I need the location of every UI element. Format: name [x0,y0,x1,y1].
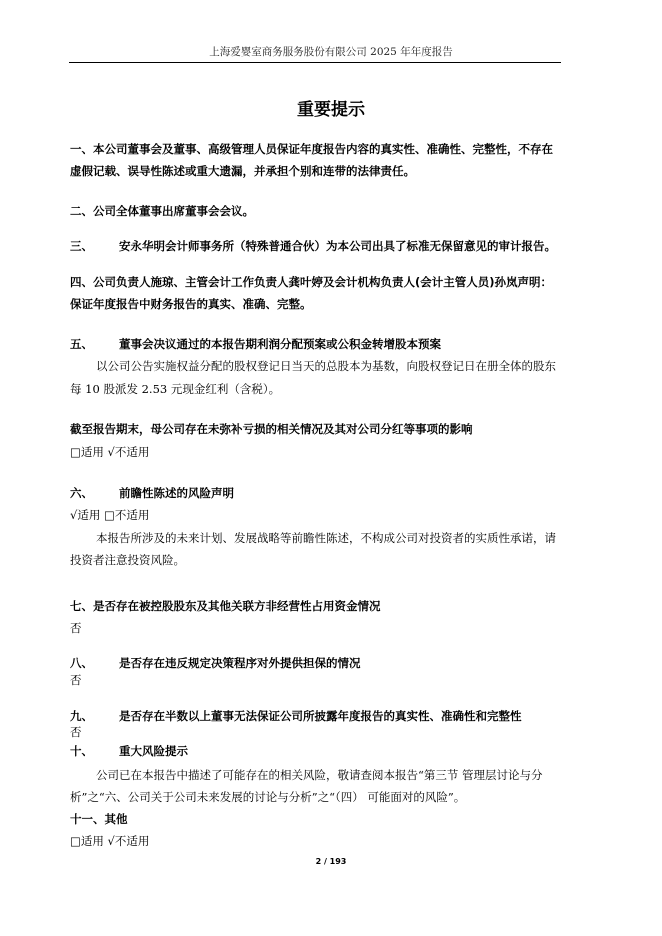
section-10-para-line-1: 公司已在本报告中描述了可能存在的相关风险，敬请查阅本报告“第三节 管理层讨论与分 [96,768,543,782]
section-3-text: 安永华明会计师事务所（特殊普通合伙）为本公司出具了标准无保留意见的审计报告。 [119,239,556,253]
section-6-text: 前瞻性陈述的风险声明 [119,486,234,500]
page-number: 2 / 193 [315,857,347,866]
section-5b-heading: 截至报告期末，母公司存在未弥补亏损的相关情况及其对公司分红等事项的影响 [70,422,473,436]
section-9-number: 九、 [70,709,93,723]
section-7-heading: 七、是否存在被控股股东及其他关联方非经营性占用资金情况 [70,599,381,613]
section-3 [70,235,563,258]
section-10-heading [70,740,563,763]
section-1-line-2: 虚假记载、误导性陈述或重大遗漏，并承担个别和连带的法律责任。 [70,164,415,178]
section-10-para-line-2: 析”之“六、公司关于公司未来发展的讨论与分析”之“（四） 可能面对的风险”。 [70,790,466,804]
section-2: 二、公司全体董事出席董事会会议。 [70,204,254,218]
section-10-number: 十、 [70,744,93,758]
section-8-text: 是否存在违反规定决策程序对外提供担保的情况 [119,656,361,670]
section-5-text: 董事会决议通过的本报告期利润分配预案或公积金转增股本预案 [119,337,441,351]
page-title: 重要提示 [297,100,365,120]
section-9-text: 是否存在半数以上董事无法保证公司所披露年度报告的真实性、准确性和完整性 [119,709,522,723]
section-11-heading: 十一、其他 [70,812,128,826]
section-4-line-1: 四、公司负责人施琼、主管会计工作负责人龚叶婷及会计机构负责人(会计主管人员)孙岚声明： [70,275,553,289]
section-1-line-1: 一、本公司董事会及董事、高级管理人员保证年度报告内容的真实性、准确性、完整性，不存在 [70,142,553,156]
header-rule [69,62,561,63]
section-5-heading [70,333,563,356]
section-6-heading [70,482,563,505]
section-4-line-2: 保证年度报告中财务报告的真实、准确、完整。 [70,297,312,311]
section-5-para-line-1: 以公司公告实施权益分配的股权登记日当天的总股本为基数，向股权登记日在册全体的股东 [96,359,556,373]
section-8-answer: 否 [70,673,82,687]
section-8-number: 八、 [70,656,93,670]
section-6-options: √适用 □不适用 [70,508,150,522]
section-11-options: □适用 √不适用 [70,834,150,848]
section-6-para-line-2: 投资者注意投资风险。 [70,553,185,567]
section-7-answer: 否 [70,621,82,635]
running-header: 上海爱婴室商务服务股份有限公司 2025 年年度报告 [209,46,453,58]
section-3-number: 三、 [70,239,93,253]
section-5b-options: □适用 √不适用 [70,445,150,459]
section-6-number: 六、 [70,486,93,500]
section-9-answer: 否 [70,725,82,739]
section-5-number: 五、 [70,337,93,351]
section-5-para-line-2: 每 10 股派发 2.53 元现金红利（含税）。 [70,382,281,396]
section-6-para-line-1: 本报告所涉及的未来计划、发展战略等前瞻性陈述，不构成公司对投资者的实质性承诺，请 [96,531,556,545]
section-10-text: 重大风险提示 [119,744,188,758]
